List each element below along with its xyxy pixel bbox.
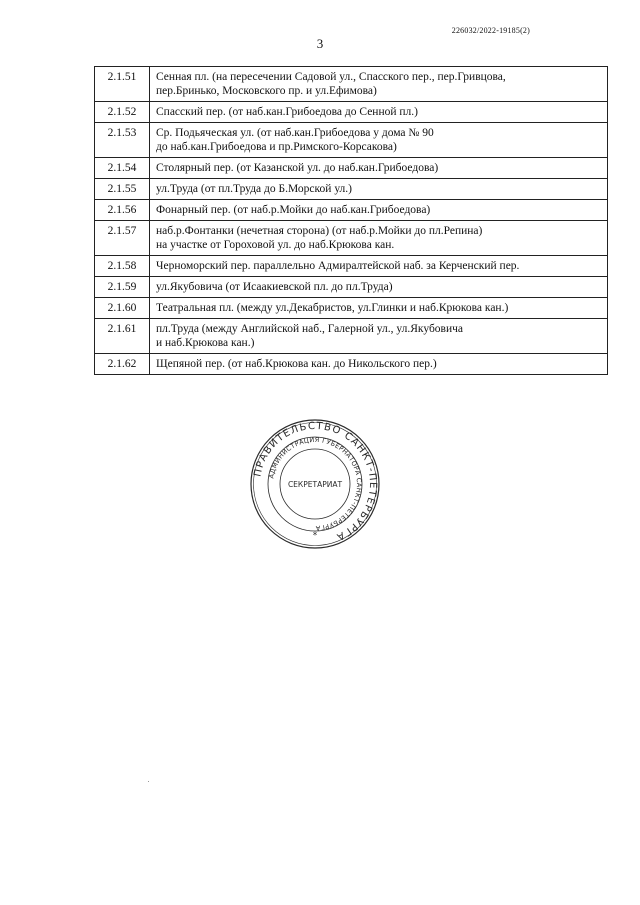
official-seal-stamp (249, 418, 381, 550)
table-row (95, 298, 608, 319)
row-number: 2.1.54 (95, 158, 150, 179)
table-row (95, 158, 608, 179)
row-number: 2.1.61 (95, 319, 150, 354)
row-description: Спасский пер. (от наб.кан.Грибоедова до Сенной пл.) (150, 102, 608, 123)
row-number: 2.1.55 (95, 179, 150, 200)
row-description: Фонарный пер. (от наб.р.Мойки до наб.кан.Грибоедова) (150, 200, 608, 221)
row-description: Ср. Подьяческая ул. (от наб.кан.Грибоедова у дома № 90 до наб.кан.Грибоедова и пр.Римского-Корсакова) (150, 123, 608, 158)
row-number: 2.1.62 (95, 354, 150, 375)
row-number: 2.1.56 (95, 200, 150, 221)
table-row (95, 102, 608, 123)
row-description: Театральная пл. (между ул.Декабристов, ул.Глинки и наб.Крюкова кан.) (150, 298, 608, 319)
row-description: Черноморский пер. параллельно Адмиралтейской наб. за Керченский пер. (150, 256, 608, 277)
table-row (95, 319, 608, 354)
row-number: 2.1.58 (95, 256, 150, 277)
streets-list-table (94, 66, 608, 375)
row-description: пл.Труда (между Английской наб., Галерной ул., ул.Якубовича и наб.Крюкова кан.) (150, 319, 608, 354)
row-description: наб.р.Фонтанки (нечетная сторона) (от наб.р.Мойки до пл.Репина) на участке от Гороховой ул. до наб.Крюкова кан. (150, 221, 608, 256)
row-number: 2.1.53 (95, 123, 150, 158)
page-number: 3 (316, 36, 324, 51)
document-registration-number: 226032/2022-19185(2) (451, 26, 530, 35)
row-description: Столярный пер. (от Казанской ул. до наб.кан.Грибоедова) (150, 158, 608, 179)
row-number: 2.1.60 (95, 298, 150, 319)
table-row (95, 123, 608, 158)
row-number: 2.1.51 (95, 67, 150, 102)
row-number: 2.1.59 (95, 277, 150, 298)
table-row (95, 277, 608, 298)
table-row (95, 221, 608, 256)
row-description: ул.Якубовича (от Исаакиевской пл. до пл.Труда) (150, 277, 608, 298)
row-description: Сенная пл. (на пересечении Садовой ул., Спасского пер., пер.Гривцова, пер.Бринько, Московского пр. и ул.Ефимова) (150, 67, 608, 102)
table-row (95, 67, 608, 102)
row-description: ул.Труда (от пл.Труда до Б.Морской ул.) (150, 179, 608, 200)
seal-outer-textpath: ПРАВИТЕЛЬСТВО САНКТ-ПЕТЕРБУРГА (252, 420, 379, 543)
row-number: 2.1.57 (95, 221, 150, 256)
table-row (95, 200, 608, 221)
row-number: 2.1.52 (95, 102, 150, 123)
table-row (95, 256, 608, 277)
table-row (95, 354, 608, 375)
seal-center-text: СЕКРЕТАРИАТ (287, 480, 343, 489)
seal-star-icon: * (312, 531, 318, 541)
scan-speck (148, 781, 149, 782)
row-description: Щепяной пер. (от наб.Крюкова кан. до Никольского пер.) (150, 354, 608, 375)
seal-inner-textpath: АДМИНИСТРАЦИЯ ГУБЕРНАТОРА САНКТ-ПЕТЕРБУРГА (267, 435, 364, 533)
table-body (95, 67, 608, 375)
table-row (95, 179, 608, 200)
